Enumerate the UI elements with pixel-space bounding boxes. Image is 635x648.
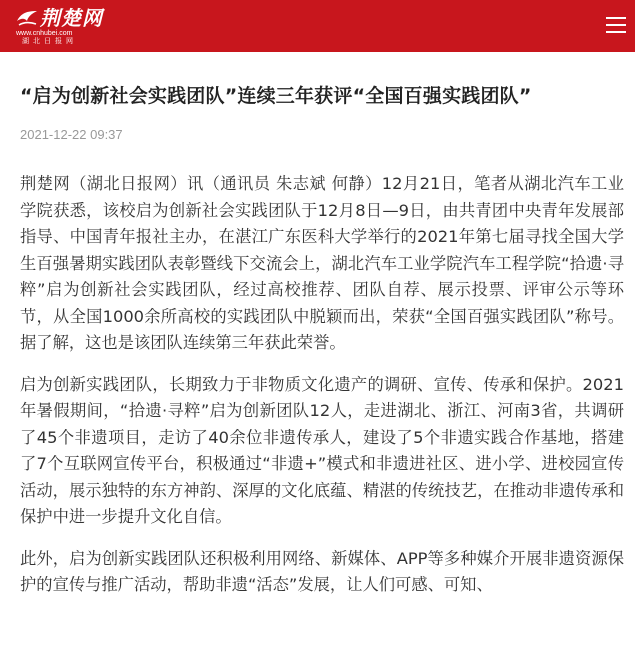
article-paragraph: 荆楚网（湖北日报网）讯（通讯员 朱志斌 何静）12月21日，笔者从湖北汽车工业学院获悉，该校启为创新社会实践团队于12月8日—9日，由共青团中央青年发展部指导、中国青年报社主办，在湛江广东医科大学举行的2021年第七届寻找全国大学生百强暑期实践团队表彰暨线下交流会上，湖北汽车工业学院汽车工程学院“拾遗·寻粹”启为创新社会实践团队，经过高校推荐、团队自荐、展示投票、评审公示等环节，从全国1000余所高校的实践团队中脱颖而出，荣获“全国百强实践团队”称号。据了解，这也是该团队连续第三年获此荣誉。 — [20, 174, 624, 352]
menu-bar — [606, 17, 626, 19]
menu-bar — [606, 24, 626, 26]
site-header — [0, 0, 635, 52]
cnhubei-logo-mark-icon — [16, 9, 38, 27]
logo-text: 荆楚网 — [40, 6, 103, 30]
article-date: 2021-12-22 09:37 — [20, 127, 123, 142]
article-body — [20, 171, 624, 599]
hamburger-menu-icon[interactable] — [605, 14, 627, 36]
menu-bar — [606, 31, 626, 33]
article-paragraph: 启为创新实践团队，长期致力于非物质文化遗产的调研、宣传、传承和保护。2021年暑假期间，“拾遗·寻粹”启为创新团队12人，走进湖北、浙江、河南3省，共调研了45个非遗项目，走访了40余位非遗传承人，建设了5个非遗实践合作基地，搭建了7个互联网宣传平台，积极通过“非遗+”模式和非遗进社区、进小学、进校园宣传活动，展示独特的东方神韵、深厚的文化底蕴、精湛的传统技艺，在推动非遗传承和保护中进一步提升文化自信。 — [20, 374, 624, 526]
logo-url: www.cnhubei.com — [16, 30, 73, 37]
article-paragraph: 此外，启为创新实践团队还积极利用网络、新媒体、APP等多种媒介开展非遗资源保护的宣传与推广活动，帮助非遗“活态”发展，让人们可感、可知、 — [20, 548, 624, 594]
logo-subtitle: 湖北日报网 — [22, 38, 77, 45]
article-title: “启为创新社会实践团队”连续三年获评“全国百强实践团队” — [20, 85, 532, 107]
article — [20, 52, 624, 614]
site-logo[interactable] — [16, 6, 116, 46]
